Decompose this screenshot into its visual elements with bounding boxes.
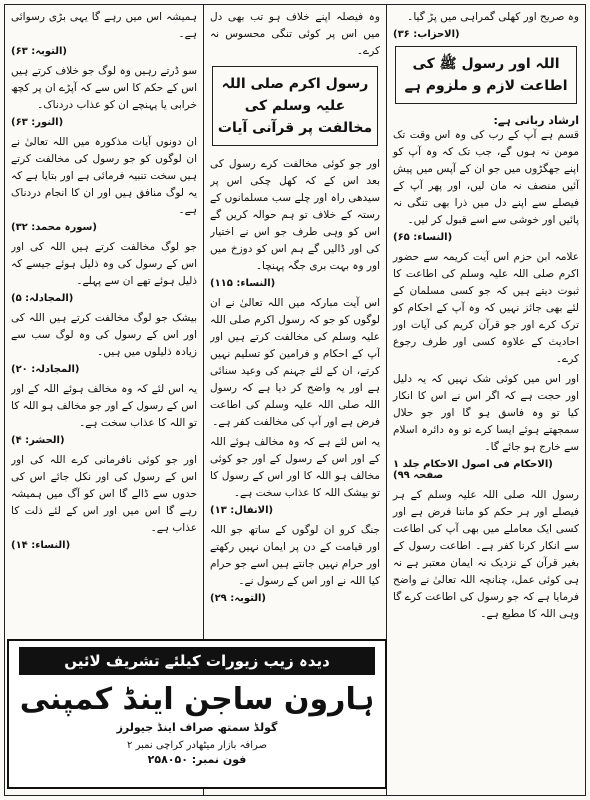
right-paragraph-1: قسم ہے آپ کے رب کی وہ اس وقت تک مومن نہ ہوں گے، جب تک کہ وہ آپ کو اپنے جھگڑوں میں جو ان کے آپس میں پیش آئیں منصف نہ مان لیں، اور پھر آپ کے فیصلے سے اپنے دل میں ذرا بھی تنگی نہ پائیں اور خوشی سے اسے قبول کر لیں۔ bbox=[393, 129, 579, 226]
right-ref-2: (الاحکام فی اصول الاحکام جلد ۱ صفحہ ۹۹) bbox=[393, 459, 553, 481]
middle-ref-2: (الانفال: ۱۳) bbox=[210, 505, 274, 516]
left-paragraph-1: سو ڈرتے رہیں وہ لوگ جو خلاف کرتے ہیں اس کے حکم کا اس سے کہ آپڑے ان پر کچھ خرابی یا پہنچے ان کو عذاب دردناک۔ bbox=[11, 65, 197, 111]
ad-phone: فون نمبر: ۲۵۸۰۵۰ bbox=[147, 753, 247, 766]
middle-section-title: رسول اکرم صلی اللہ علیہ وسلم کی مخالفت پر قرآنی آیات bbox=[212, 66, 378, 146]
left-paragraph-6: اور جو کوئی نافرمانی کرے اللہ کی اور اس کے رسول کی اور نکل جائے اس کی حدوں سے ڈالے گا اس کو آگ میں ہمیشہ رہے گا اس میں اور اس کے لئے ذلت کا عذاب ہے۔ bbox=[11, 454, 197, 534]
middle-paragraph-2: اس آیت مبارکہ میں اللہ تعالیٰ نے ان لوگوں کو جو کہ رسول اکرم صلی اللہ علیہ وسلم کی مخالفت کرتے ہیں اور آپ کے احکام و فرامین کو تسلیم نہیں کرتے، ان کے لئے جہنم کی وعید سنائی ہے اور یہ واضح کر دیا ہے کہ رسول اللہ صلی اللہ علیہ وسلم کی اطاعت فرض ہے اور آپ کی مخالفت کفر ہے۔ bbox=[210, 297, 380, 428]
right-paragraph-4: رسول اللہ صلی اللہ علیہ وسلم کے ہر فیصلے اور ہر حکم کو ماننا فرض ہے اور کسی ایک معاملے میں بھی آپ کی اطاعت سے انکار کرنا کفر ہے۔ اطاعت رسول کے بغیر قرآن کے نزدیک نہ ایمان معتبر ہے نہ ہی کوئی عمل، چنانچہ اللہ تعالیٰ نے واضح فرمایا ہے کہ جو رسول کی اطاعت کرے گا وہی اللہ کا مطیع ہے۔ bbox=[393, 489, 579, 620]
ad-banner: دیدہ زیب زیورات کیلئے تشریف لائیں bbox=[19, 647, 375, 675]
middle-ref-1: (النساء: ۱۱۵) bbox=[210, 278, 276, 289]
middle-top-line: وہ فیصلہ اپنے خلاف ہو تب بھی دل میں اس پر کوئی تنگی محسوس نہ کرے۔ bbox=[210, 11, 380, 57]
right-section-title: اللہ اور رسول ﷺ کی اطاعت لازم و ملزوم ہے bbox=[395, 46, 577, 104]
left-paragraph-5: یہ اس لئے کہ وہ مخالف ہوئے اللہ کے اور اس کے رسول کے اور جو مخالف ہو اللہ کا تو اللہ کا عذاب سخت ہے۔ bbox=[11, 383, 197, 429]
right-ref-1: (النساء: ۶۵) bbox=[393, 232, 453, 243]
left-paragraph-3: جو لوگ مخالفت کرتے ہیں اللہ کی اور اس کے رسول کی وہ ذلیل ہوئے جیسے کہ ذلیل ہوئے تھے ان سے پہلے۔ bbox=[11, 241, 197, 287]
right-top-line: وہ صریح اور کھلی گمراہی میں پڑ گیا۔ bbox=[407, 11, 579, 23]
left-ref-2: (سورہ محمد: ۳۲) bbox=[11, 222, 97, 233]
ad-company-name: ہارون ساجن اینڈ کمپنی bbox=[19, 682, 375, 717]
right-top-ref: (الاحزاب: ۳۶) bbox=[393, 29, 460, 40]
ad-address: صرافہ بازار میٹھادر کراچی نمبر ۲ bbox=[127, 740, 267, 751]
right-subheading: ارشاد ربانی ہے: bbox=[493, 114, 579, 127]
left-ref-4: (المجادلہ: ۲۰) bbox=[11, 364, 80, 375]
middle-paragraph-3: یہ اس لئے ہے کہ وہ مخالف ہوئے اللہ کے اور اس کے رسول کے اور جو کوئی مخالف ہو اللہ کا اور اس کے رسول کا تو بیشک اللہ کا عذاب سخت ہے۔ bbox=[210, 436, 380, 499]
left-content bbox=[11, 9, 197, 609]
left-top-line: ہمیشہ اس میں رہے گا یہی بڑی رسوائی ہے۔ bbox=[11, 11, 197, 40]
left-ref-5: (الحشر: ۴) bbox=[11, 435, 65, 446]
middle-paragraph-4: جنگ کرو ان لوگوں کے ساتھ جو اللہ اور قیامت کے دن پر ایمان نہیں رکھتے اور حرام نہیں جانتے ہیں اسے جو حرام کیا اللہ نے اور اس کے رسول نے۔ bbox=[210, 524, 380, 587]
advertisement-box bbox=[7, 639, 387, 789]
left-ref-6: (النساء: ۱۴) bbox=[11, 540, 71, 551]
right-paragraph-3: اور اس میں کوئی شک نہیں کہ یہ دلیل اور حجت ہے کہ اگر اس نے اس کا انکار کیا تو وہ فاسق ہو گا اور جو حلال سمجھتے ہوئے ایسا کرے تو وہ دائرہ اسلام سے خارج ہو جائے گا۔ bbox=[393, 373, 579, 453]
left-ref-0: (التوبہ: ۶۳) bbox=[11, 46, 67, 57]
left-ref-3: (المجادلہ: ۵) bbox=[11, 293, 74, 304]
newspaper-page bbox=[4, 4, 586, 796]
right-column bbox=[387, 5, 585, 795]
left-paragraph-4: بیشک جو لوگ مخالفت کرتے ہیں اللہ کی اور اس کے رسول کی وہ لوگ سب سے زیادہ ذلیلوں میں ہیں۔ bbox=[11, 312, 197, 358]
middle-paragraph-1: اور جو کوئی مخالفت کرے رسول کی بعد اس کے کہ کھل چکی اس پر سیدھی راہ اور چلے سب مسلمانوں کے رستہ کے خلاف تو ہم حوالہ کریں گے اس کو وہی طرف جو اس نے اختیار کی اور ڈالیں گے ہم اس کو دوزخ میں اور وہ بہت بری جگہ پہنچا۔ bbox=[210, 158, 380, 272]
right-paragraph-2: علامہ ابن حزم اس آیت کریمہ سے حضور اکرم صلی اللہ علیہ وسلم کی اطاعت کا ثبوت دیتے ہیں کہ جو کسی مسلمان کے لئے بھی جائز نہیں کہ وہ آپ کے احکام کو ترک کرے اور جو قرآن کریم کی آیات اور احادیث کے علاوہ کسی اور طرف رجوع کرے۔ bbox=[393, 251, 579, 365]
left-ref-1: (النور: ۶۳) bbox=[11, 117, 64, 128]
middle-ref-3: (التوبہ: ۲۹) bbox=[210, 593, 266, 604]
left-paragraph-2: ان دونوں آیات مذکورہ میں اللہ تعالیٰ نے ان لوگوں کو جو رسول کی مخالفت کرتے ہیں سخت تنبیہ فرمائی ہے اور بتایا ہے کہ یہ لوگ منافق ہیں اور ان کا انجام دردناک ہے۔ bbox=[11, 136, 197, 216]
middle-content bbox=[210, 9, 380, 609]
ad-tagline: گولڈ سمتھ صراف اینڈ جیولرز bbox=[116, 721, 278, 734]
